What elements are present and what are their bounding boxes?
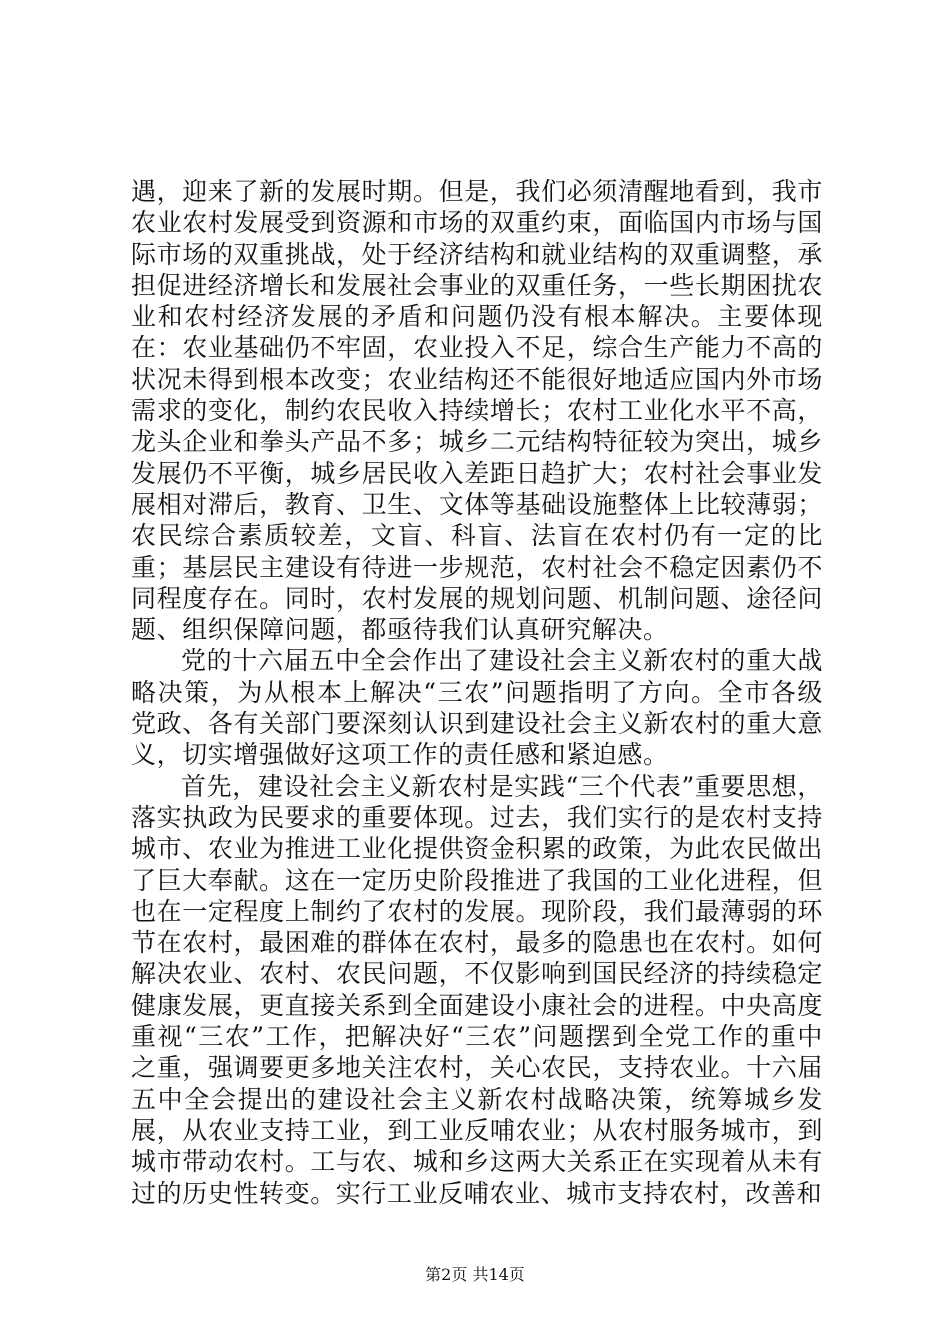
page-footer [0, 1262, 950, 1285]
page-number-label: 第2页 共14页 [425, 1265, 525, 1284]
paragraph-2: 党的十六届五中全会作出了建设社会主义新农村的重大战略决策，为从根本上解决“三农”问题指明了方向。全市各级党政、各有关部门要深刻认识到建设社会主义新农村的重大意义，切实增强做好这项工作的责任感和紧迫感。 [131, 646, 823, 770]
paragraph-3: 首先，建设社会主义新农村是实践“三个代表”重要思想，落实执政为民要求的重要体现。过去，我们实行的是农村支持城市、农业为推进工业化提供资金积累的政策，为此农民做出了巨大奉献。这在一定历史阶段推进了我国的工业化进程，但也在一定程度上制约了农村的发展。现阶段，我们最薄弱的环节在农村，最困难的群体在农村，最多的隐患也在农村。如何解决农业、农村、农民问题，不仅影响到国民经济的持续稳定健康发展，更直接关系到全面建设小康社会的进程。中央高度重视“三农”工作，把解决好“三农”问题摆到全党工作的重中之重，强调要更多地关注农村，关心农民，支持农业。十六届五中全会提出的建设社会主义新农村战略决策，统筹城乡发展，从农业支持工业，到工业反哺农业；从农村服务城市，到城市带动农村。工与农、城和乡这两大关系正在实现着从未有过的历史性转变。实行工业反哺农业、城市支持农村，改善和 [131, 771, 823, 1208]
document-body [131, 176, 823, 1209]
paragraph-1: 遇，迎来了新的发展时期。但是，我们必须清醒地看到，我市农业农村发展受到资源和市场的双重约束，面临国内市场与国际市场的双重挑战，处于经济结构和就业结构的双重调整，承担促进经济增长和发展社会事业的双重任务，一些长期困扰农业和农村经济发展的矛盾和问题仍没有根本解决。主要体现在：农业基础仍不牢固，农业投入不足，综合生产能力不高的状况未得到根本改变；农业结构还不能很好地适应国内外市场需求的变化，制约农民收入持续增长；农村工业化水平不高，龙头企业和拳头产品不多；城乡二元结构特征较为突出，城乡发展仍不平衡，城乡居民收入差距日趋扩大；农村社会事业发展相对滞后，教育、卫生、文体等基础设施整体上比较薄弱；农民综合素质较差，文盲、科盲、法盲在农村仍有一定的比重；基层民主建设有待进一步规范，农村社会不稳定因素仍不同程度存在。同时，农村发展的规划问题、机制问题、途径问题、组织保障问题，都亟待我们认真研究解决。 [131, 177, 823, 645]
